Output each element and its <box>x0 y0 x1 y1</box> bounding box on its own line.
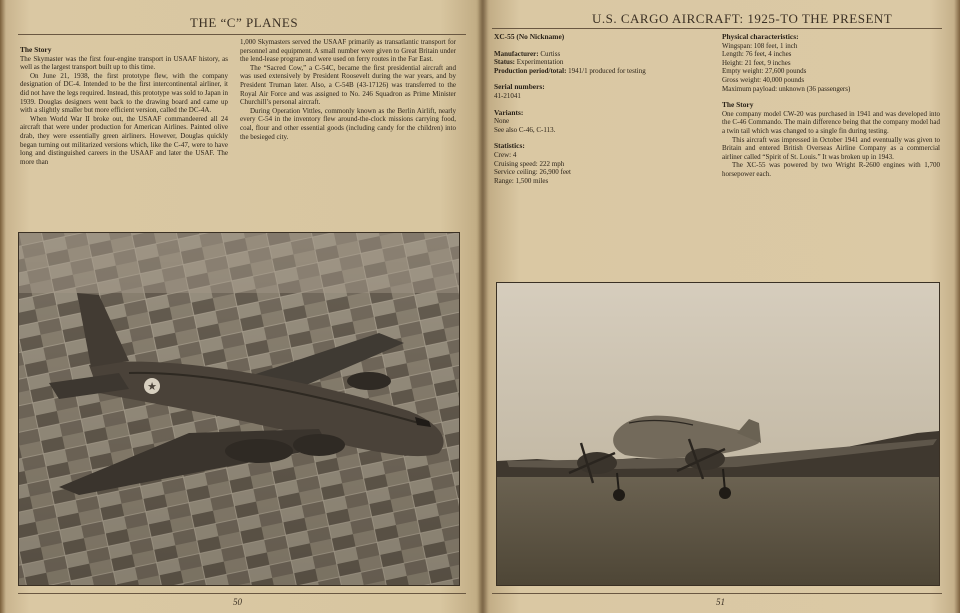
status-value: Experimentation <box>516 58 564 67</box>
statistics-line: Cruising speed: 222 mph <box>494 159 565 168</box>
left-running-head: THE “C” PLANES <box>190 15 299 30</box>
right-running-head: U.S. CARGO AIRCRAFT: 1925-TO THE PRESENT <box>592 11 893 26</box>
physical-block <box>722 33 940 93</box>
left-column-1 <box>20 46 228 166</box>
physical-line: Wingspan: 108 feet, 1 inch <box>722 41 798 50</box>
left-paragraph: During Operation Vittles, commonly known as the Berlin Airlift, nearly every C-54 in the inventory flew around-the-clock missions carrying food, coal, flour and other essential goods (including candy for the children) into the besieged city. <box>240 106 456 141</box>
right-story-heading: The Story <box>722 100 754 110</box>
right-paragraph: The XC-55 was powered by two Wright R-2600 engines with 1,700 horsepower each. <box>722 161 940 178</box>
physical-line: Height: 21 feet, 9 inches <box>722 58 791 67</box>
variants-heading: Variants: <box>494 107 524 117</box>
right-page-number: 51 <box>716 597 725 607</box>
left-paragraph: The “Sacred Cow,” a C-54C, became the first presidential aircraft and was used extensively by President Roosevelt during the war years, and by President Truman later. Also, a C-54B (43-17126) was transferred to the Royal Air Force and was assigned to No. 246 Squadron as Prime Minister Churchill’s personal aircraft. <box>240 63 456 107</box>
left-header-rule <box>18 34 466 35</box>
book-gutter <box>478 0 488 613</box>
production-value: 1941/1 produced for testing <box>568 66 646 75</box>
left-story-heading: The Story <box>20 45 52 54</box>
statistics-block <box>494 142 684 185</box>
left-paragraph: The Skymaster was the first four-engine transport in USAAF history, as well as the largest transport built up to this time. <box>20 54 228 72</box>
left-paragraph: When World War II broke out, the USAAF commandeered all 24 aircraft that were under production for American Airlines. Painted olive drab, they were essentially green airliners. However, Douglas quickly began turning out militarized versions which, like the C-47, were to have long and distinguished careers in the USAAF and later the USAF. The more than <box>20 114 228 166</box>
aircraft-title-block <box>494 33 684 42</box>
xc55-ground-photo <box>496 282 940 586</box>
left-paragraph: 1,000 Skymasters served the USAAF primarily as transatlantic transport for personnel and equipment. A small number were given to Great Britain under the lend-lease program and were used on ferry routes in the Far East. <box>240 38 456 64</box>
variants-block <box>494 109 684 135</box>
statistics-heading: Statistics: <box>494 141 525 151</box>
manufacturer-value: Curtiss <box>540 49 561 58</box>
production-line <box>494 67 684 76</box>
physical-line: Empty weight: 27,600 pounds <box>722 67 807 76</box>
right-paragraph: One company model CW-20 was purchased in 1941 and was developed into the C-46 Commando. The main difference being that the company model had a twin tail which was changed to a single fin during testing. <box>722 109 940 135</box>
svg-text:★: ★ <box>147 380 157 393</box>
manufacturer-line <box>494 50 684 59</box>
variants-line: None <box>494 117 510 126</box>
serial-heading: Serial numbers: <box>494 82 545 92</box>
physical-line: Gross weight: 40,000 pounds <box>722 75 805 84</box>
skymaster-photo-drawing <box>19 233 459 585</box>
production-label: Production period/total: <box>494 66 567 75</box>
physical-heading: Physical characteristics: <box>722 32 799 41</box>
statistics-line: Crew: 4 <box>494 150 517 159</box>
physical-line: Length: 76 feet, 4 inches <box>722 50 792 59</box>
variants-line: See also C-46, C-113. <box>494 125 556 134</box>
skymaster-aerial-photo <box>18 232 460 586</box>
statistics-line: Service ceiling: 26,900 feet <box>494 168 571 177</box>
right-column-1 <box>494 33 684 193</box>
status-label: Status: <box>494 58 516 67</box>
right-header-rule <box>492 28 942 29</box>
statistics-line: Range: 1,500 miles <box>494 176 549 185</box>
serial-block <box>494 83 684 100</box>
left-page-number: 50 <box>233 597 242 607</box>
right-footer-rule <box>492 593 942 594</box>
right-column-2 <box>722 33 940 179</box>
aircraft-title: XC-55 (No Nickname) <box>494 32 565 41</box>
xc55-photo-drawing <box>497 283 939 585</box>
left-footer-rule <box>18 593 466 594</box>
physical-line: Maximum payload: unknown (36 passengers) <box>722 84 851 93</box>
left-column-2 <box>240 38 456 141</box>
status-line <box>494 58 684 67</box>
left-paragraph: On June 21, 1938, the first prototype flew, with the company designation of DC-4. Intended to be the first intercontinental airliner, it did not have the legs required. Instead, this prototype was sold to Japan in 1939. Douglas designers went back to the drawing board and came up with a slightly smaller but more efficient version, called the DC-4A. <box>20 71 228 115</box>
serial-value: 41-21041 <box>494 91 521 100</box>
manufacturer-label: Manufacturer: <box>494 49 539 58</box>
aircraft-summary-block <box>494 50 684 76</box>
right-paragraph: This aircraft was impressed in October 1941 and eventually was given to Britain and entered British Overseas Airline Company as a commercial airliner called “Spirit of St. Louis.” It was broken up in 1943. <box>722 135 940 161</box>
